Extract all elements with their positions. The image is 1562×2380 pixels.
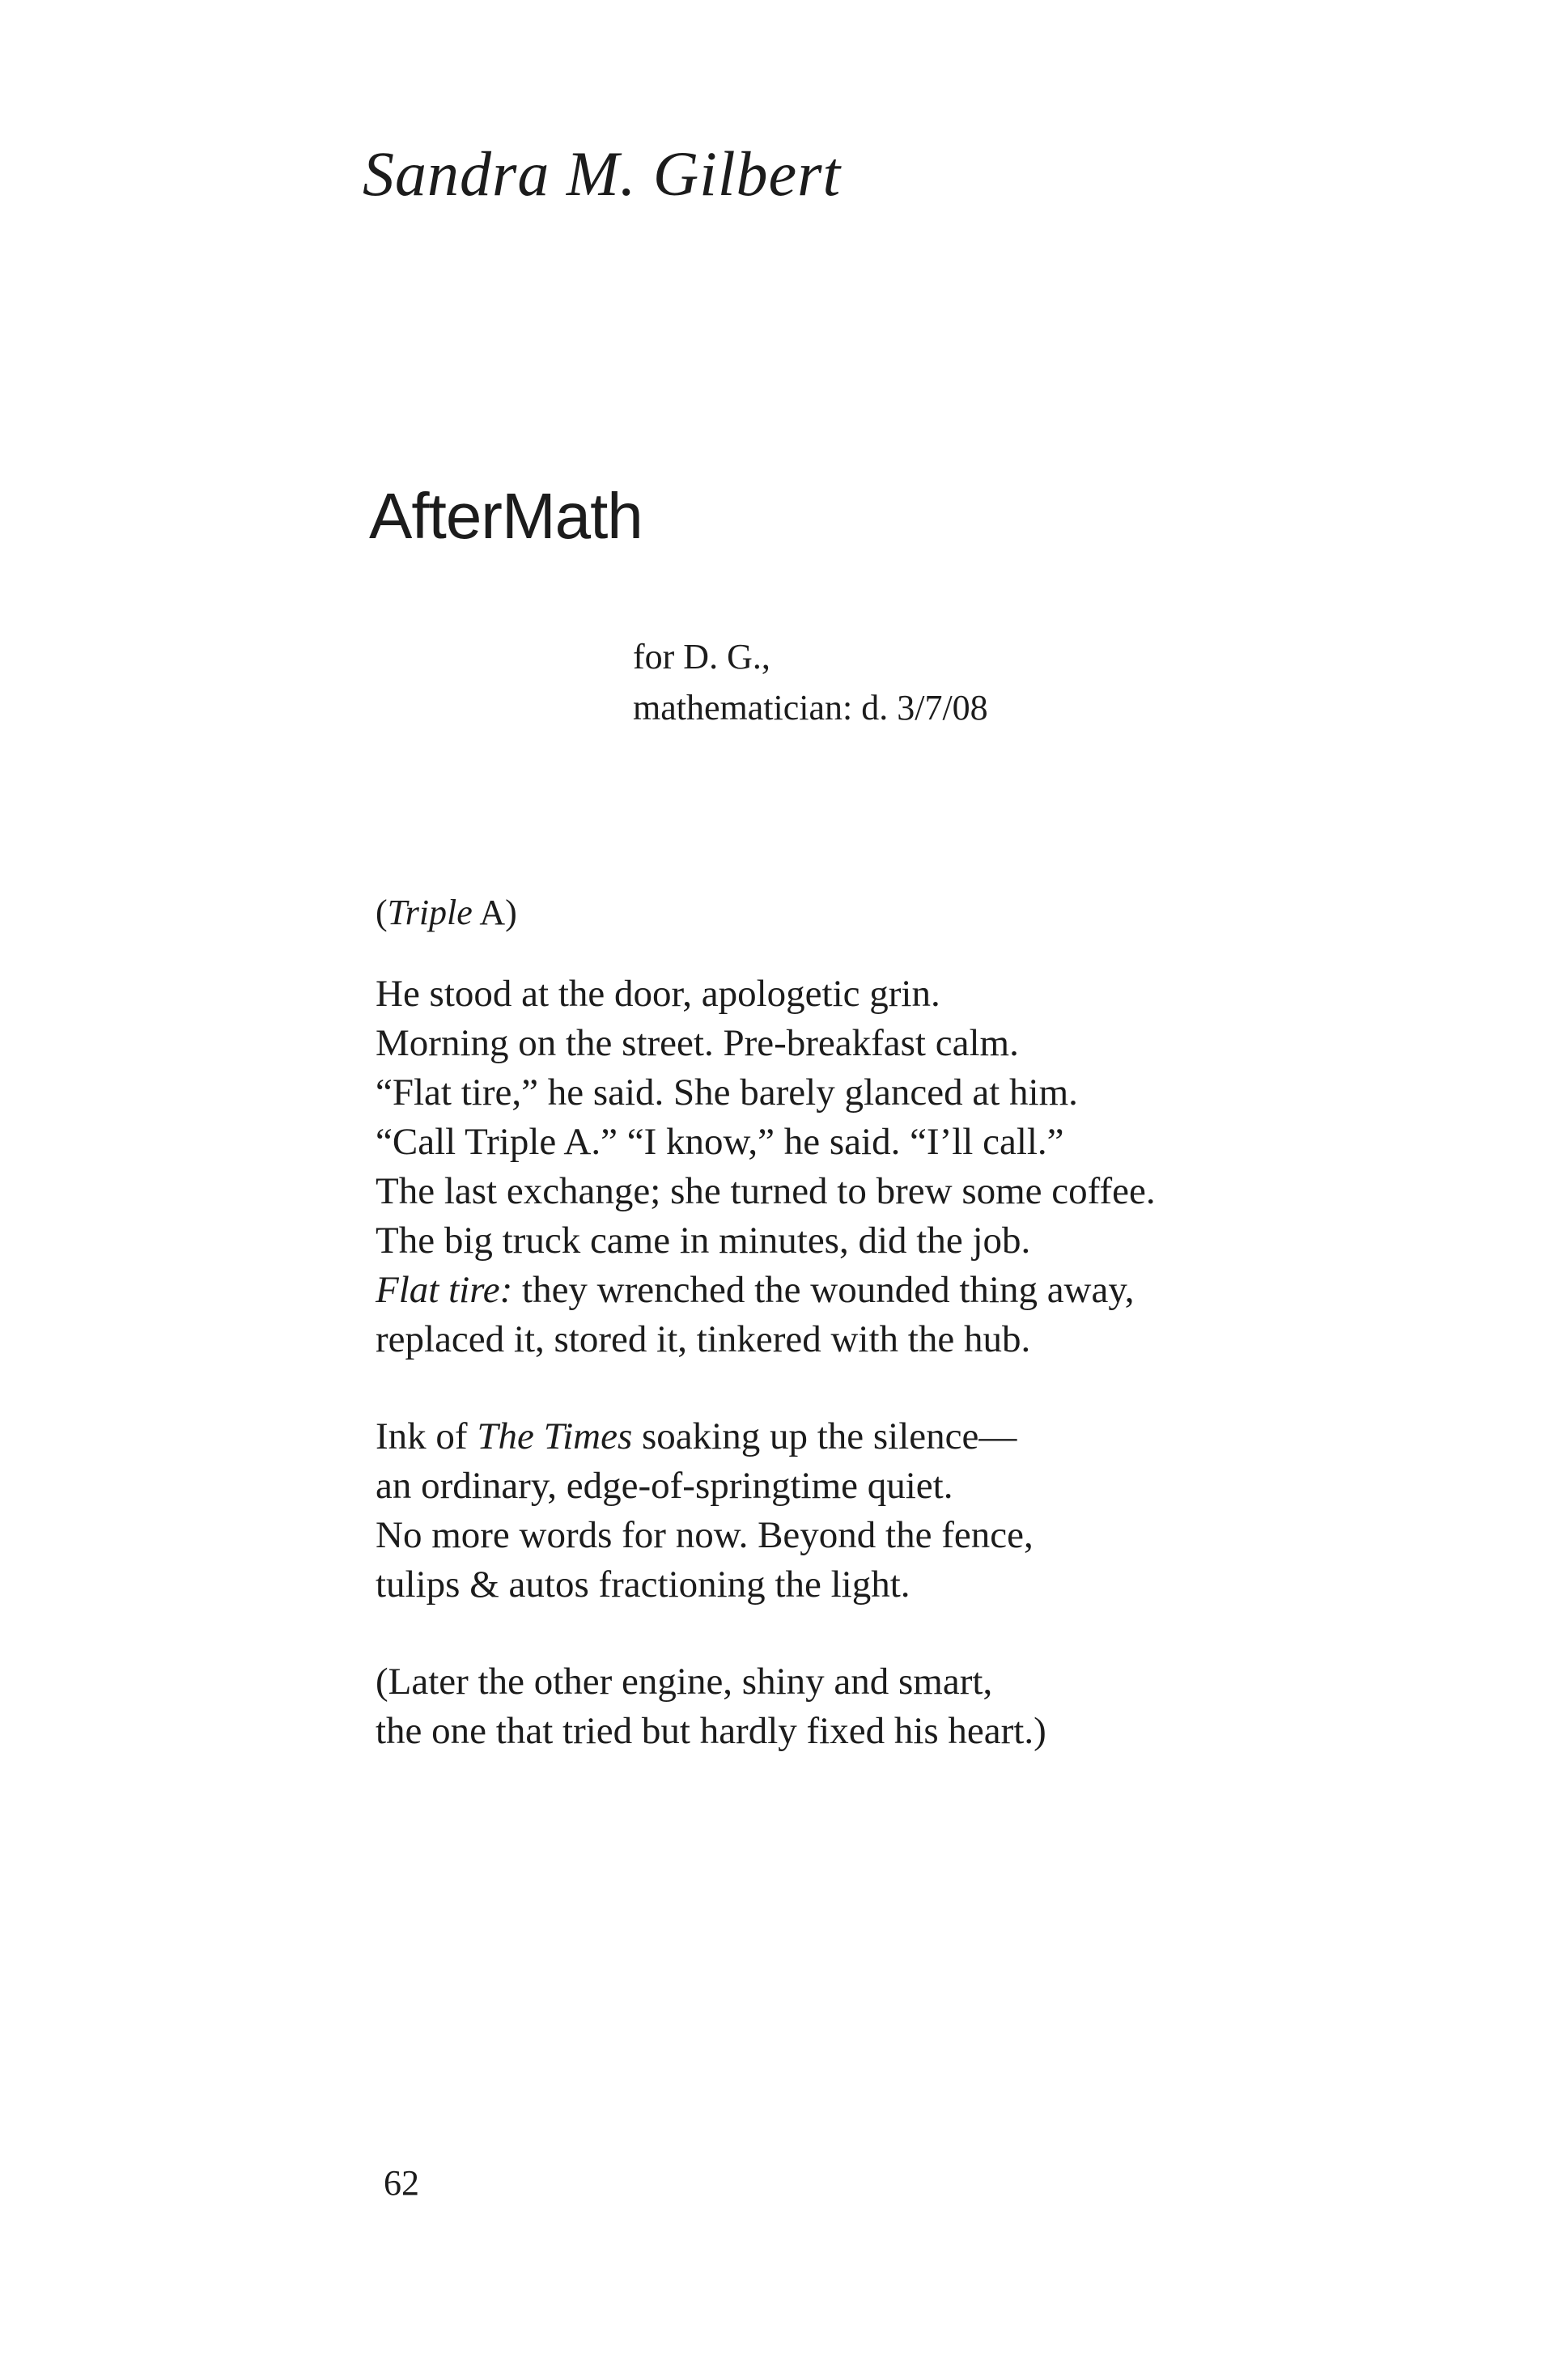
dedication-line: mathematician: d. 3/7/08: [633, 688, 988, 728]
poem-line: replaced it, stored it, tinkered with the hub.: [376, 1318, 1031, 1360]
poem-body: [376, 969, 1156, 1804]
poem-line: [376, 1412, 1156, 1462]
poem-line: “Call Triple A.” “I know,” he said. “I’ll call.”: [376, 1121, 1064, 1163]
poem-line-italic: The Times: [477, 1415, 633, 1457]
poem-line-rest: they wrenched the wounded thing away,: [512, 1269, 1135, 1311]
poem-line: “Flat tire,” he said. She barely glanced at him.: [376, 1071, 1078, 1114]
poem-line: He stood at the door, apologetic grin.: [376, 973, 940, 1015]
section-heading: [376, 895, 517, 931]
poem-line: [376, 1266, 1156, 1315]
poem-line: (Later the other engine, shiny and smart,: [376, 1661, 993, 1703]
poem-line-italic: Flat tire:: [376, 1269, 513, 1311]
stanza-1: [376, 969, 1156, 1364]
section-heading-open: (: [376, 893, 388, 932]
stanza-3: [376, 1657, 1156, 1756]
poem-line-after: soaking up the silence—: [632, 1415, 1017, 1457]
page-number: 62: [384, 2163, 419, 2203]
poem-line: an ordinary, edge-of-springtime quiet.: [376, 1465, 953, 1507]
poem-line: tulips & autos fractioning the light.: [376, 1563, 910, 1606]
stanza-2: [376, 1412, 1156, 1610]
poem-line: No more words for now. Beyond the fence,: [376, 1514, 1034, 1556]
poem-line: The last exchange; she turned to brew some coffee.: [376, 1170, 1156, 1212]
poem-title: AfterMath: [369, 480, 643, 552]
poem-line-before: Ink of: [376, 1415, 478, 1457]
dedication-line: for D. G.,: [633, 637, 770, 677]
author-name: Sandra M. Gilbert: [363, 138, 842, 209]
section-heading-italic: Triple: [387, 893, 473, 932]
poem-line: the one that tried but hardly fixed his heart.): [376, 1710, 1046, 1752]
poem-line: The big truck came in minutes, did the job.: [376, 1220, 1031, 1262]
dedication: [633, 631, 988, 733]
section-heading-rest: A): [472, 893, 517, 932]
poem-line: Morning on the street. Pre-breakfast calm.: [376, 1022, 1019, 1064]
